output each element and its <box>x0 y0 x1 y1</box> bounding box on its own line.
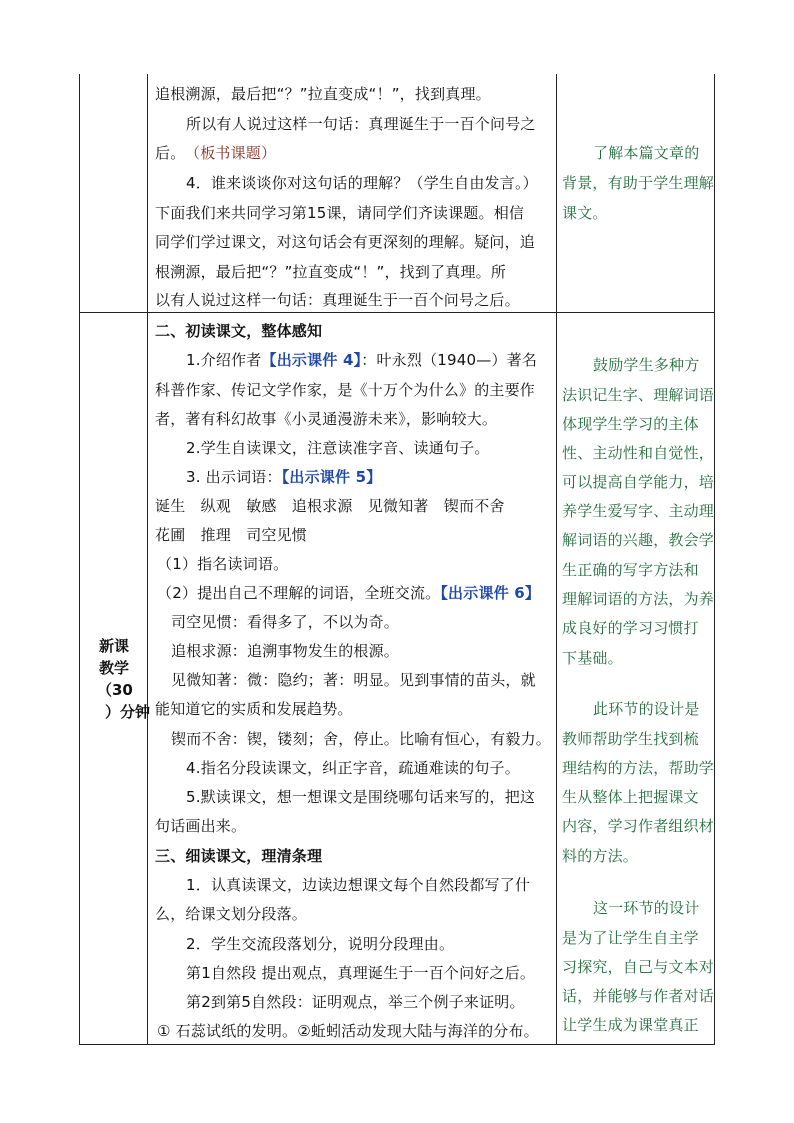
design-note-line: 理结构的方法，帮助学 <box>562 759 715 777</box>
design-note-line: 理解词语的方法，为养 <box>562 590 715 608</box>
content-line: 第2到第5自然段：证明观点，举三个例子来证明。 <box>186 993 525 1011</box>
content-line: 4．谁来谈谈你对这句话的理解？（学生自由发言。） <box>186 174 538 192</box>
vocabulary-line: 诞生 纵观 敏感 追根求源 见微知著 锲而不舍 <box>155 497 505 515</box>
table-border-right <box>714 74 715 1045</box>
content-line: 第1自然段 提出观点，真理诞生于一百个问好之后。 <box>186 964 536 982</box>
phase-label-line: 新课 <box>99 637 130 655</box>
definition-line: 见微知著：微：隐约；著：明显。见到事情的苗头，就 <box>171 671 536 689</box>
content-line: ① 石蕊试纸的发明。②蚯蚓活动发现大陆与海洋的分布。 <box>157 1022 539 1040</box>
section-heading: 二、初读课文，整体感知 <box>155 322 323 340</box>
content-line: 根溯源，最后把“？”拉直变成“！”，找到了真理。所 <box>155 263 507 281</box>
board-title-note: （板书课题） <box>185 144 277 162</box>
content-text: ：叶永烈（1940—）著名 <box>361 351 538 369</box>
design-note-line: 话，并能够与作者对话 <box>562 987 715 1005</box>
content-line: 句话画出来。 <box>155 817 247 835</box>
design-note-line: 体现学生学习的主体 <box>562 415 699 433</box>
design-note-line: 下基础。 <box>562 649 623 667</box>
content-text: 3. 出示词语： <box>186 468 282 486</box>
definition-line: 追根求源：追溯事物发生的根源。 <box>171 642 400 660</box>
design-note-line: 可以提高自学能力，培 <box>562 473 715 491</box>
content-line: 2.学生自读课文，注意读准字音、读通句子。 <box>186 439 490 457</box>
content-text: （2）提出自己不理解的词语，全班交流。 <box>157 584 441 602</box>
content-line: 后。 <box>155 144 186 162</box>
content-line <box>157 583 540 603</box>
design-note-line: 课文。 <box>562 204 608 222</box>
table-border-left <box>79 74 80 1045</box>
content-text: 1.介绍作者 <box>186 351 262 369</box>
content-line: （1）指名读词语。 <box>157 555 289 573</box>
content-line: 所以有人说过这样一句话：真理诞生于一百个问号之 <box>186 115 536 133</box>
design-note-line: 让学生成为课堂真正 <box>562 1016 699 1034</box>
definition-line: 能知道它的实质和发展趋势。 <box>155 700 353 718</box>
content-line: 4.指名分段读课文，纠正字音，疏通难读的句子。 <box>186 759 520 777</box>
content-line: 下面我们来共同学习第15课，请同学们齐读课题。相信 <box>155 204 525 222</box>
content-line: 2．学生交流段落划分，说明分段理由。 <box>186 935 455 953</box>
design-note-line: 料的方法。 <box>562 847 639 865</box>
design-note-line: 了解本篇文章的 <box>593 144 700 162</box>
design-note-line: 这一环节的设计 <box>593 899 700 917</box>
design-note-line: 成良好的学习习惯打 <box>562 619 699 637</box>
content-line: 追根溯源，最后把“？”拉直变成“！”，找到真理。 <box>155 85 491 103</box>
vocabulary-line: 花圃 推理 司空见惯 <box>155 526 308 544</box>
phase-label-line: ）分钟 <box>105 703 151 721</box>
courseware-link: 【出示课件 4】 <box>261 351 362 369</box>
content-line: 5.默读课文，想一想课文是围绕哪句话来写的，把这 <box>186 788 536 806</box>
design-note-line: 鼓励学生多种方 <box>593 356 700 374</box>
design-note-line: 习探究，自己与文本对 <box>562 958 715 976</box>
table-border-bottom <box>79 1044 715 1045</box>
design-note-line: 内容，学习作者组织材 <box>562 817 715 835</box>
phase-label-line: 教学 <box>99 659 130 677</box>
section-heading: 三、细读课文，理清条理 <box>155 847 323 865</box>
design-note-line: 养学生爱写字、主动理 <box>562 502 715 520</box>
content-line: 以有人说过这样一句话：真理诞生于一百个问号之后。 <box>155 291 520 309</box>
design-note-line: 性、主动性和自觉性， <box>562 444 715 462</box>
design-note-line: 生正确的写字方法和 <box>562 561 699 579</box>
content-line: 1．认真读课文，边读边想课文每个自然段都写了什 <box>186 876 531 894</box>
content-line <box>186 467 381 487</box>
design-note-line: 教师帮助学生找到梳 <box>562 730 699 748</box>
table-column-divider-1 <box>147 74 148 1045</box>
phase-label-line: （30 <box>97 681 133 699</box>
definition-line: 锲而不舍：锲，镂刻；舍，停止。比喻有恒心，有毅力。 <box>171 730 552 748</box>
table-row-divider <box>79 312 715 313</box>
definition-line: 司空见惯：看得多了，不以为奇。 <box>171 613 400 631</box>
content-line: 科普作家、传记文学作家，是《十万个为什么》的主要作 <box>155 381 536 399</box>
design-note-line: 是为了让学生自主学 <box>562 929 699 947</box>
design-note-line: 法识记生字、理解词语 <box>562 386 715 404</box>
content-line: 同学们学过课文，对这句话会有更深刻的理解。疑问，追 <box>155 233 536 251</box>
content-line: 者，著有科幻故事《小灵通漫游未来》，影响较大。 <box>155 410 498 428</box>
design-note-line: 背景，有助于学生理解 <box>562 174 715 192</box>
design-note-line: 生从整体上把握课文 <box>562 788 699 806</box>
lesson-table <box>79 74 715 1045</box>
content-line: 么，给课文划分段落。 <box>155 905 308 923</box>
courseware-link: 【出示课件 5】 <box>281 468 382 486</box>
table-column-divider-2 <box>556 74 557 1045</box>
design-note-line: 此环节的设计是 <box>593 700 700 718</box>
courseware-link: 【出示课件 6】 <box>440 584 541 602</box>
content-line <box>186 350 537 370</box>
design-note-line: 解词语的兴趣，教会学 <box>562 531 715 549</box>
